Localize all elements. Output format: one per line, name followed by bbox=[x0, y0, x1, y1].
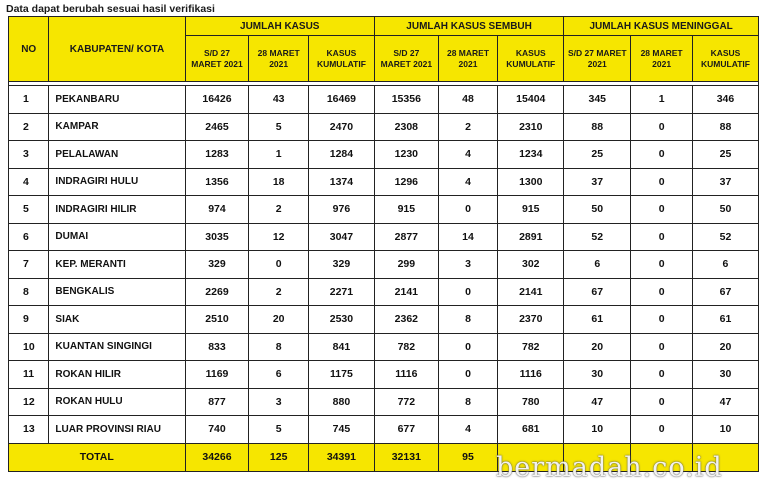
cell-meninggal-kumulatif: 47 bbox=[692, 388, 758, 416]
total-meninggal-28 bbox=[631, 443, 693, 471]
cell-kasus-kumulatif: 329 bbox=[308, 251, 374, 279]
cell-meninggal-sd27: 20 bbox=[564, 333, 631, 361]
total-meninggal-kumulatif bbox=[692, 443, 758, 471]
cell-sembuh-sd27: 772 bbox=[374, 388, 438, 416]
cell-kasus-28: 20 bbox=[249, 306, 309, 334]
row-kabupaten: KAMPAR bbox=[49, 113, 185, 141]
row-kabupaten: KUANTAN SINGINGI bbox=[49, 333, 185, 361]
cell-meninggal-sd27: 37 bbox=[564, 168, 631, 196]
cell-kasus-kumulatif: 880 bbox=[308, 388, 374, 416]
table-row bbox=[9, 196, 759, 224]
cell-sembuh-28: 3 bbox=[438, 251, 498, 279]
subheader-kasus-sd27: S/D 27 MARET 2021 bbox=[185, 36, 249, 82]
cell-kasus-sd27: 877 bbox=[185, 388, 249, 416]
cell-sembuh-28: 0 bbox=[438, 361, 498, 389]
cell-sembuh-28: 4 bbox=[438, 416, 498, 444]
cell-meninggal-sd27: 52 bbox=[564, 223, 631, 251]
cell-kasus-kumulatif: 2530 bbox=[308, 306, 374, 334]
row-number: 11 bbox=[9, 361, 49, 389]
table-row bbox=[9, 306, 759, 334]
cell-sembuh-sd27: 299 bbox=[374, 251, 438, 279]
header-jumlah-kasus: JUMLAH KASUS bbox=[185, 17, 374, 36]
cell-kasus-28: 3 bbox=[249, 388, 309, 416]
cell-kasus-28: 12 bbox=[249, 223, 309, 251]
cell-meninggal-kumulatif: 6 bbox=[692, 251, 758, 279]
header-jumlah-sembuh: JUMLAH KASUS SEMBUH bbox=[374, 17, 563, 36]
row-kabupaten: KEP. MERANTI bbox=[49, 251, 185, 279]
header-jumlah-meninggal: JUMLAH KASUS MENINGGAL bbox=[564, 17, 759, 36]
cell-meninggal-28: 0 bbox=[631, 333, 693, 361]
cell-kasus-28: 43 bbox=[249, 86, 309, 114]
verification-note: Data dapat berubah sesuai hasil verifikasi bbox=[6, 3, 215, 15]
cell-sembuh-kumulatif: 782 bbox=[498, 333, 564, 361]
cell-kasus-kumulatif: 1374 bbox=[308, 168, 374, 196]
cell-kasus-kumulatif: 1284 bbox=[308, 141, 374, 169]
total-row bbox=[9, 443, 759, 471]
row-number: 6 bbox=[9, 223, 49, 251]
cell-meninggal-28: 0 bbox=[631, 388, 693, 416]
row-number: 7 bbox=[9, 251, 49, 279]
cell-meninggal-28: 0 bbox=[631, 141, 693, 169]
cell-meninggal-kumulatif: 61 bbox=[692, 306, 758, 334]
total-sembuh-28: 95 bbox=[438, 443, 498, 471]
cell-meninggal-sd27: 67 bbox=[564, 278, 631, 306]
cell-kasus-kumulatif: 2271 bbox=[308, 278, 374, 306]
cell-meninggal-28: 1 bbox=[631, 86, 693, 114]
row-kabupaten: SIAK bbox=[49, 306, 185, 334]
cell-kasus-sd27: 1283 bbox=[185, 141, 249, 169]
cell-kasus-28: 6 bbox=[249, 361, 309, 389]
subheader-meninggal-kumulatif: KASUS KUMULATIF bbox=[692, 36, 758, 82]
cell-kasus-28: 5 bbox=[249, 113, 309, 141]
cell-sembuh-sd27: 2141 bbox=[374, 278, 438, 306]
cell-meninggal-kumulatif: 20 bbox=[692, 333, 758, 361]
cell-kasus-sd27: 974 bbox=[185, 196, 249, 224]
cell-kasus-28: 2 bbox=[249, 196, 309, 224]
cell-sembuh-28: 0 bbox=[438, 196, 498, 224]
cell-sembuh-28: 8 bbox=[438, 388, 498, 416]
subheader-meninggal-28: 28 MARET 2021 bbox=[631, 36, 693, 82]
row-kabupaten: PELALAWAN bbox=[49, 141, 185, 169]
cell-kasus-sd27: 329 bbox=[185, 251, 249, 279]
subheader-sembuh-kumulatif: KASUS KUMULATIF bbox=[498, 36, 564, 82]
row-number: 12 bbox=[9, 388, 49, 416]
cell-sembuh-28: 0 bbox=[438, 333, 498, 361]
total-kasus-28: 125 bbox=[249, 443, 309, 471]
cell-sembuh-kumulatif: 2141 bbox=[498, 278, 564, 306]
cell-kasus-kumulatif: 2470 bbox=[308, 113, 374, 141]
watermark-text: bermadah.co.id bbox=[496, 452, 723, 483]
total-label: TOTAL bbox=[9, 443, 186, 471]
cell-meninggal-kumulatif: 67 bbox=[692, 278, 758, 306]
cell-sembuh-kumulatif: 1116 bbox=[498, 361, 564, 389]
total-kasus-sd27: 34266 bbox=[185, 443, 249, 471]
cell-meninggal-kumulatif: 346 bbox=[692, 86, 758, 114]
cell-sembuh-sd27: 1116 bbox=[374, 361, 438, 389]
total-sembuh-kumulatif bbox=[498, 443, 564, 471]
table-row bbox=[9, 388, 759, 416]
row-kabupaten: DUMAI bbox=[49, 223, 185, 251]
cell-meninggal-kumulatif: 25 bbox=[692, 141, 758, 169]
cell-meninggal-28: 0 bbox=[631, 306, 693, 334]
row-kabupaten: INDRAGIRI HILIR bbox=[49, 196, 185, 224]
cell-meninggal-kumulatif: 52 bbox=[692, 223, 758, 251]
cell-sembuh-kumulatif: 780 bbox=[498, 388, 564, 416]
cell-kasus-28: 5 bbox=[249, 416, 309, 444]
cell-sembuh-28: 14 bbox=[438, 223, 498, 251]
cell-sembuh-sd27: 915 bbox=[374, 196, 438, 224]
cell-meninggal-sd27: 47 bbox=[564, 388, 631, 416]
cell-sembuh-sd27: 15356 bbox=[374, 86, 438, 114]
cell-kasus-28: 0 bbox=[249, 251, 309, 279]
table-row bbox=[9, 361, 759, 389]
cell-sembuh-sd27: 2877 bbox=[374, 223, 438, 251]
cell-kasus-28: 1 bbox=[249, 141, 309, 169]
header-no: NO bbox=[9, 17, 49, 82]
cell-kasus-kumulatif: 16469 bbox=[308, 86, 374, 114]
cell-meninggal-28: 0 bbox=[631, 196, 693, 224]
table-row bbox=[9, 223, 759, 251]
cell-kasus-sd27: 2465 bbox=[185, 113, 249, 141]
cell-sembuh-sd27: 782 bbox=[374, 333, 438, 361]
cell-meninggal-sd27: 61 bbox=[564, 306, 631, 334]
subheader-sembuh-28: 28 MARET 2021 bbox=[438, 36, 498, 82]
cell-meninggal-sd27: 25 bbox=[564, 141, 631, 169]
row-number: 4 bbox=[9, 168, 49, 196]
cell-kasus-sd27: 740 bbox=[185, 416, 249, 444]
cell-meninggal-sd27: 345 bbox=[564, 86, 631, 114]
cell-kasus-28: 2 bbox=[249, 278, 309, 306]
subheader-meninggal-sd27: S/D 27 MARET 2021 bbox=[564, 36, 631, 82]
cell-kasus-sd27: 2269 bbox=[185, 278, 249, 306]
table-row bbox=[9, 141, 759, 169]
row-number: 5 bbox=[9, 196, 49, 224]
row-number: 1 bbox=[9, 86, 49, 114]
cell-meninggal-kumulatif: 30 bbox=[692, 361, 758, 389]
cell-kasus-kumulatif: 976 bbox=[308, 196, 374, 224]
cell-meninggal-sd27: 88 bbox=[564, 113, 631, 141]
row-number: 13 bbox=[9, 416, 49, 444]
cell-meninggal-28: 0 bbox=[631, 416, 693, 444]
cell-sembuh-kumulatif: 681 bbox=[498, 416, 564, 444]
table-row bbox=[9, 113, 759, 141]
cell-kasus-kumulatif: 745 bbox=[308, 416, 374, 444]
cell-sembuh-sd27: 1230 bbox=[374, 141, 438, 169]
subheader-kasus-kumulatif: KASUS KUMULATIF bbox=[308, 36, 374, 82]
cell-sembuh-28: 2 bbox=[438, 113, 498, 141]
row-kabupaten: INDRAGIRI HULU bbox=[49, 168, 185, 196]
table-row bbox=[9, 86, 759, 114]
cell-kasus-sd27: 2510 bbox=[185, 306, 249, 334]
subheader-kasus-28: 28 MARET 2021 bbox=[249, 36, 309, 82]
row-kabupaten: ROKAN HILIR bbox=[49, 361, 185, 389]
cell-sembuh-28: 4 bbox=[438, 168, 498, 196]
cell-kasus-28: 8 bbox=[249, 333, 309, 361]
cell-kasus-sd27: 16426 bbox=[185, 86, 249, 114]
cell-kasus-sd27: 1356 bbox=[185, 168, 249, 196]
total-kasus-kumulatif: 34391 bbox=[308, 443, 374, 471]
row-number: 9 bbox=[9, 306, 49, 334]
row-kabupaten: LUAR PROVINSI RIAU bbox=[49, 416, 185, 444]
cell-meninggal-kumulatif: 50 bbox=[692, 196, 758, 224]
header-kabupaten: KABUPATEN/ KOTA bbox=[49, 17, 185, 82]
table-row bbox=[9, 416, 759, 444]
row-number: 10 bbox=[9, 333, 49, 361]
cell-sembuh-28: 8 bbox=[438, 306, 498, 334]
row-number: 2 bbox=[9, 113, 49, 141]
row-kabupaten: BENGKALIS bbox=[49, 278, 185, 306]
cell-sembuh-28: 48 bbox=[438, 86, 498, 114]
cell-meninggal-sd27: 30 bbox=[564, 361, 631, 389]
cell-kasus-sd27: 833 bbox=[185, 333, 249, 361]
row-number: 3 bbox=[9, 141, 49, 169]
cell-sembuh-kumulatif: 1300 bbox=[498, 168, 564, 196]
row-number: 8 bbox=[9, 278, 49, 306]
table-row bbox=[9, 251, 759, 279]
cell-meninggal-28: 0 bbox=[631, 113, 693, 141]
cell-meninggal-28: 0 bbox=[631, 168, 693, 196]
cell-meninggal-sd27: 10 bbox=[564, 416, 631, 444]
cell-sembuh-kumulatif: 1234 bbox=[498, 141, 564, 169]
cell-meninggal-sd27: 6 bbox=[564, 251, 631, 279]
cell-sembuh-28: 4 bbox=[438, 141, 498, 169]
cell-kasus-28: 18 bbox=[249, 168, 309, 196]
cell-meninggal-kumulatif: 88 bbox=[692, 113, 758, 141]
cell-sembuh-kumulatif: 302 bbox=[498, 251, 564, 279]
cell-sembuh-28: 0 bbox=[438, 278, 498, 306]
table-row bbox=[9, 278, 759, 306]
cell-sembuh-sd27: 2362 bbox=[374, 306, 438, 334]
cell-kasus-sd27: 3035 bbox=[185, 223, 249, 251]
cell-meninggal-28: 0 bbox=[631, 223, 693, 251]
cell-sembuh-kumulatif: 2370 bbox=[498, 306, 564, 334]
cell-sembuh-kumulatif: 15404 bbox=[498, 86, 564, 114]
cell-meninggal-28: 0 bbox=[631, 278, 693, 306]
table-row bbox=[9, 333, 759, 361]
cell-meninggal-28: 0 bbox=[631, 251, 693, 279]
cell-meninggal-kumulatif: 37 bbox=[692, 168, 758, 196]
covid-cases-table bbox=[8, 16, 759, 472]
cell-kasus-kumulatif: 3047 bbox=[308, 223, 374, 251]
cell-sembuh-kumulatif: 915 bbox=[498, 196, 564, 224]
total-sembuh-sd27: 32131 bbox=[374, 443, 438, 471]
total-meninggal-sd27 bbox=[564, 443, 631, 471]
cell-kasus-kumulatif: 1175 bbox=[308, 361, 374, 389]
row-kabupaten: ROKAN HULU bbox=[49, 388, 185, 416]
cell-sembuh-sd27: 1296 bbox=[374, 168, 438, 196]
cell-sembuh-sd27: 2308 bbox=[374, 113, 438, 141]
cell-meninggal-kumulatif: 10 bbox=[692, 416, 758, 444]
cell-kasus-sd27: 1169 bbox=[185, 361, 249, 389]
table-row bbox=[9, 168, 759, 196]
cell-sembuh-kumulatif: 2891 bbox=[498, 223, 564, 251]
row-kabupaten: PEKANBARU bbox=[49, 86, 185, 114]
cell-meninggal-28: 0 bbox=[631, 361, 693, 389]
cell-sembuh-sd27: 677 bbox=[374, 416, 438, 444]
cell-meninggal-sd27: 50 bbox=[564, 196, 631, 224]
cell-kasus-kumulatif: 841 bbox=[308, 333, 374, 361]
cell-sembuh-kumulatif: 2310 bbox=[498, 113, 564, 141]
subheader-sembuh-sd27: S/D 27 MARET 2021 bbox=[374, 36, 438, 82]
